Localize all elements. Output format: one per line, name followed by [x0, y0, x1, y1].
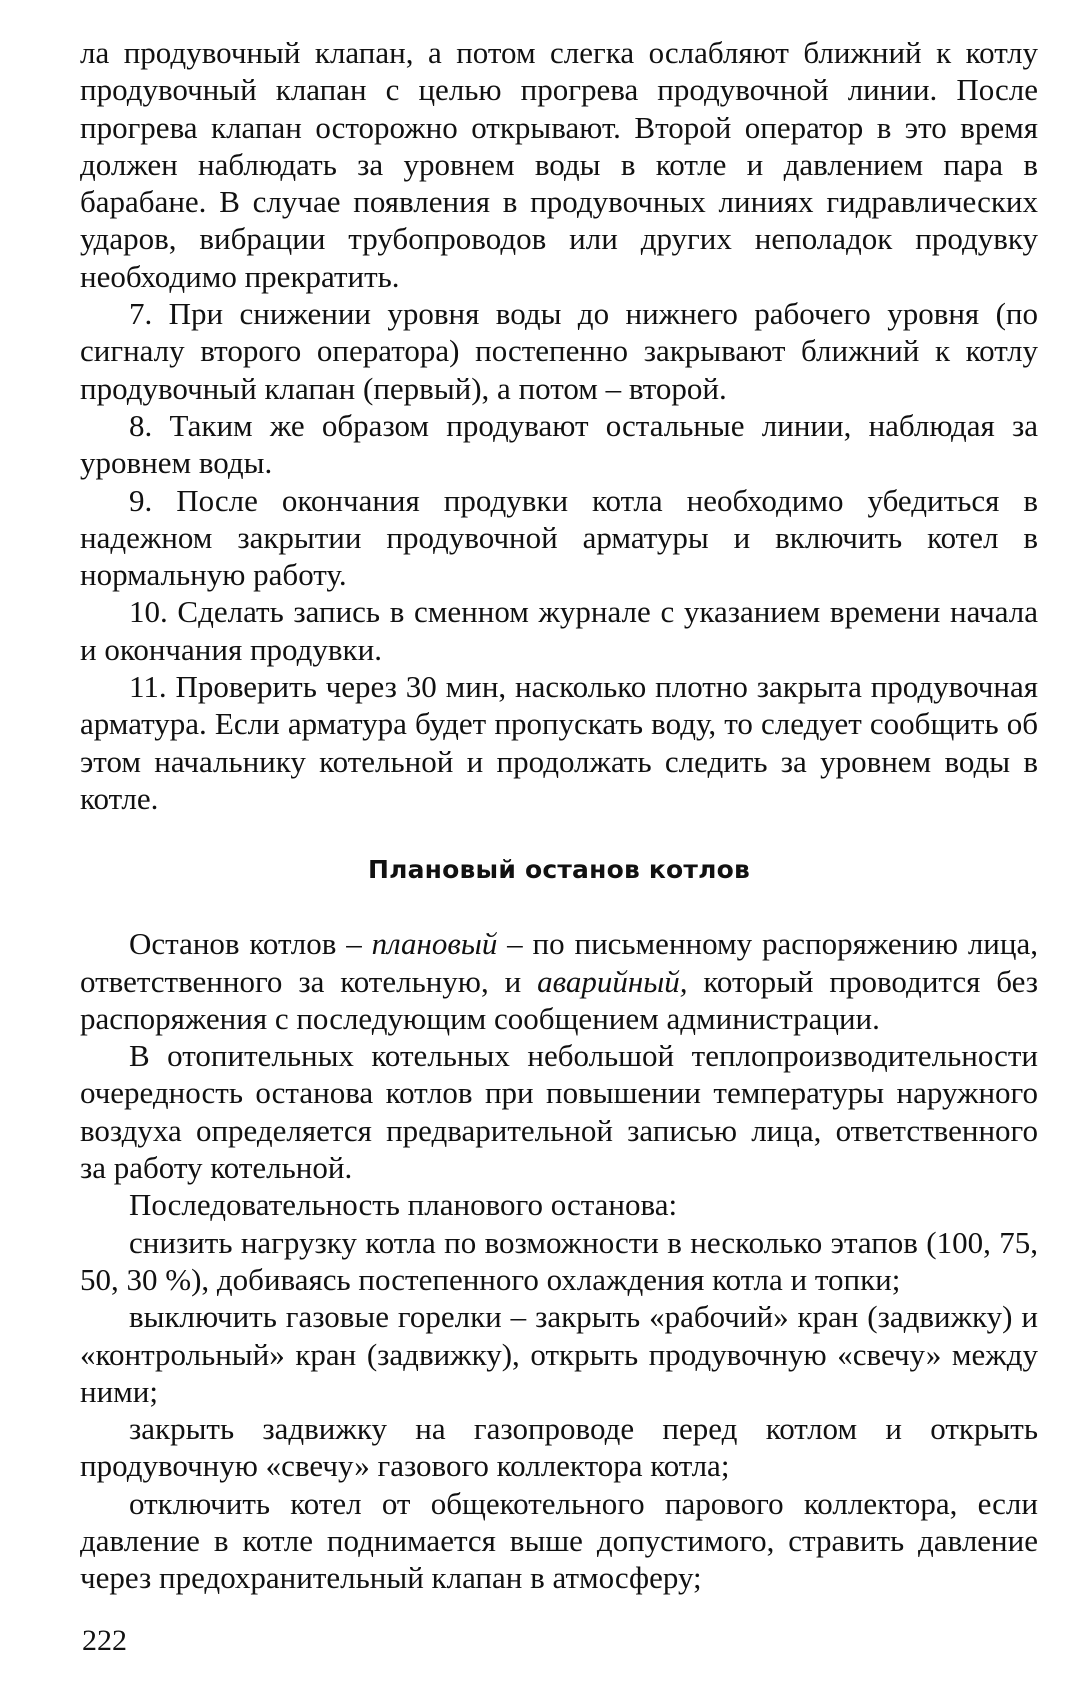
term-planned: плановый [371, 926, 498, 962]
sequence-title: Последовательность планового останова: [129, 1187, 678, 1223]
small-boilers-paragraph: В отопительных котельных небольшой теплопроизводительности очередность останова котлов при повышении температуры наружного воздуха определяется предварительной записью лица, ответственного за работу котельной. [80, 1038, 1038, 1186]
continuation-paragraph: ла продувочный клапан, а потом слегка ослабляют ближний к котлу продувочный клапан с целью прогрева продувочной линии. После прогрева клапан осторожно открывают. Второй оператор в это время должен наблюдать за уровнем воды в котле и давлением пара в барабане. В случае появления в продувочных линиях гидравлических ударов, вибрации трубопроводов или других неполадок продувку необходимо прекратить. [80, 35, 1038, 294]
page-body [80, 34, 1038, 1597]
sequence-item-burners: выключить газовые горелки – закрыть «рабочий» кран (задвижку) и «контрольный» кран (задвижку), открыть продувочную «свечу» между ними; [80, 1299, 1038, 1409]
step-7: 7. При снижении уровня воды до нижнего рабочего уровня (по сигналу второго оператора) постепенно закрывают ближний к котлу продувочный клапан (первый), а потом – второй. [80, 296, 1038, 406]
term-emergency: аварийный, [537, 963, 688, 999]
intro-text-2: – по письменному распоряжению лица, ответственного за котельную, и [80, 926, 1038, 999]
step-9: 9. После окончания продувки котла необходимо убедиться в надежном закрытии продувочной арматуры и включить котел в нормальную работу. [80, 482, 1038, 593]
page-number: 222 [82, 1624, 127, 1657]
step-10: 10. Сделать запись в сменном журнале с указанием времени начала и окончания продувки. [80, 594, 1038, 667]
sequence-item-steam-collector: отключить котел от общекотельного парового коллектора, если давление в котле поднимается выше допустимого, стравить давление через предохранительный клапан в атмосферу; [80, 1485, 1038, 1596]
intro-text-1: Останов котлов – [129, 926, 372, 962]
step-8: 8. Таким же образом продувают остальные линии, наблюдая за уровнем воды. [80, 407, 1038, 481]
intro-text-3: который проводится без распоряжения с последующим сообщением администрации. [80, 963, 1038, 1036]
intro-paragraph [80, 925, 1038, 1037]
sequence-item-gas-valve: закрыть задвижку на газопроводе перед котлом и открыть продувочную «свечу» газового коллектора котла; [80, 1411, 1038, 1484]
sequence-item-load: снизить нагрузку котла по возможности в несколько этапов (100, 75, 50, 30 %), добиваясь постепенного охлаждения котла и топки; [80, 1224, 1038, 1297]
step-11: 11. Проверить через 30 мин, насколько плотно закрыта продувочная арматура. Если арматура будет пропускать воду, то следует сообщить об этом начальнику котельной и продолжать следить за уровнем воды в котле. [80, 669, 1038, 816]
section-heading: Плановый останов котлов [367, 855, 751, 885]
